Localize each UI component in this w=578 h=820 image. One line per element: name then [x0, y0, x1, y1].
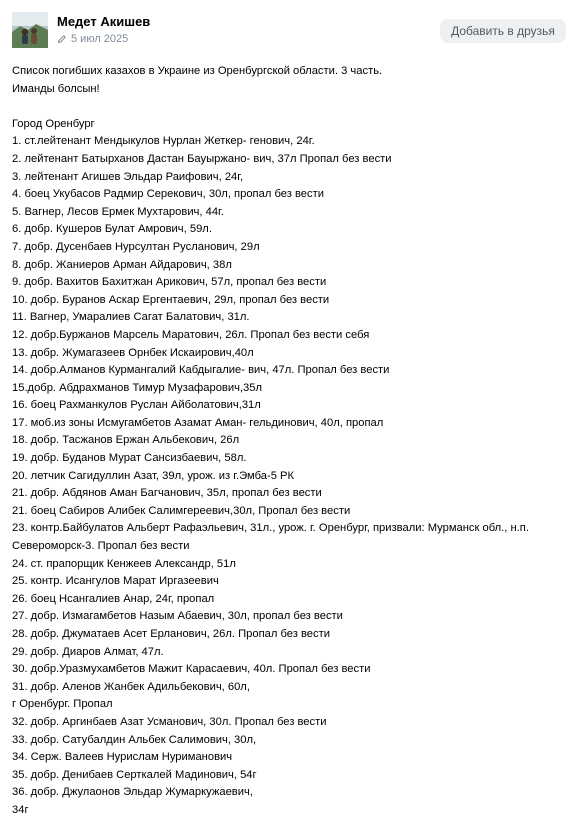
author-name[interactable]: Медет Акишев — [57, 14, 151, 29]
post-meta — [57, 33, 128, 45]
list-item: 10. добр. Буранов Аскар Ергентаевич, 29л, пропал без вести — [12, 293, 330, 306]
list-item: 31. добр. Аленов Жанбек Адильбекович, 60л, — [12, 680, 250, 693]
list-item: 16. боец Рахманкулов Руслан Айболатович,31л — [12, 399, 261, 412]
pencil-icon — [57, 34, 67, 44]
post-date[interactable]: 5 июл 2025 — [71, 33, 129, 45]
intro-line: Список погибших казахов в Украине из Оренбургской области. 3 часть. — [12, 65, 383, 77]
post-header — [0, 0, 578, 56]
list-item: 26. боец Нсангалиев Анар, 24г, пропал — [12, 592, 215, 605]
list-item: г Оренбург. Пропал — [12, 698, 113, 711]
list-item: 4. боец Укубасов Радмир Серекович, 30л, пропал без вести — [12, 188, 324, 201]
list-item: 15.добр. Абдрахманов Тимур Музафарович,35л — [12, 381, 263, 394]
list-item: 2. лейтенант Батырханов Дастан Бауыржано- вич, 37л Пропал без вести — [12, 152, 392, 165]
list-item: 27. добр. Измагамбетов Назым Абаевич, 30л, пропал без вести — [12, 610, 343, 623]
avatar-photo-icon — [12, 12, 48, 48]
author-avatar[interactable] — [12, 12, 48, 48]
list-item: 5. Вагнер, Лесов Ермек Мухтарович, 44г. — [12, 205, 224, 218]
list-item: 34г — [12, 803, 29, 816]
list-item: 32. добр. Аргинбаев Азат Усманович, 30л. Пропал без вести — [12, 715, 327, 728]
list-item: 8. добр. Жаниеров Арман Айдарович, 38л — [12, 258, 232, 271]
list-item: 33. добр. Сатубалдин Альбек Салимович, 30л, — [12, 733, 257, 746]
list-item: 21. добр. Абдянов Аман Багчанович, 35л, пропал без вести — [12, 487, 322, 500]
list-item: 21. боец Сабиров Алибек Салимгереевич,30л, Пропал без вести — [12, 504, 351, 517]
list-item: Североморск-3. Пропал без вести — [12, 540, 190, 553]
list-item: 34. Серж. Валеев Нурислам Нуриманович — [12, 751, 233, 764]
list-item: 17. моб.из зоны Исмугамбетов Азамат Аман- гельдинович, 40л, пропал — [12, 416, 384, 429]
list-item: 24. ст. прапорщик Кенжеев Александр, 51л — [12, 557, 236, 570]
list-item: 7. добр. Дусенбаев Нурсултан Русланович, 29л — [12, 240, 260, 253]
intro-line: Иманды болсын! — [12, 82, 100, 95]
list-item: 14. добр.Алманов Курмангалий Кабдыгалие- вич, 47л. Пропал без вести — [12, 364, 390, 377]
list-item: 29. добр. Диаров Алмат, 47л. — [12, 645, 164, 658]
list-item: 28. добр. Джуматаев Асет Ерланович, 26л. Пропал без вести — [12, 628, 330, 640]
list-item: 9. добр. Вахитов Бахитжан Арикович, 57л, пропал без вести — [12, 276, 327, 289]
list-item: 25. контр. Исангулов Марат Иргазеевич — [12, 575, 219, 588]
list-item: 18. добр. Тасжанов Ержан Альбекович, 26л — [12, 434, 240, 447]
list-item: 36. добр. Джулаонов Эльдар Жумаркужаевич, — [12, 786, 253, 799]
list-item: 35. добр. Денибаев Серткалей Мадинович, 54г — [12, 768, 257, 781]
add-friend-button[interactable]: Добавить в друзья — [440, 19, 566, 43]
list-item: 1. ст.лейтенант Мендыкулов Нурлан Жеткер- генович, 24г. — [12, 135, 315, 148]
list-item: 3. лейтенант Агишев Эльдар Раифович, 24г, — [12, 170, 244, 183]
spacer — [12, 98, 572, 116]
post-text — [12, 63, 572, 820]
list-item: 20. летчик Сагидуллин Азат, 39л, урож. из г.Эмба-5 РК — [12, 469, 295, 482]
section-title: Город Оренбург — [12, 117, 95, 130]
list-item: 30. добр.Уразмухамбетов Мажит Карасаевич, 40л. Пропал без вести — [12, 663, 371, 676]
list-item: 11. Вагнер, Умаралиев Сагат Балатович, 31л. — [12, 311, 250, 324]
list-item: 6. добр. Кушеров Булат Амрович, 59л. — [12, 223, 212, 236]
list-item: 19. добр. Буданов Мурат Сансизбаевич, 58л. — [12, 452, 247, 465]
list-item: 13. добр. Жумагазеев Орнбек Искаирович,40л — [12, 346, 254, 359]
list-item: 23. контр.Байбулатов Альберт Рафаэльевич, 31л., урож. г. Оренбург, призвали: Мурманск обл., н.п. — [12, 522, 529, 535]
list-item: 12. добр.Буржанов Марсель Маратович, 26л. Пропал без вести себя — [12, 328, 370, 341]
